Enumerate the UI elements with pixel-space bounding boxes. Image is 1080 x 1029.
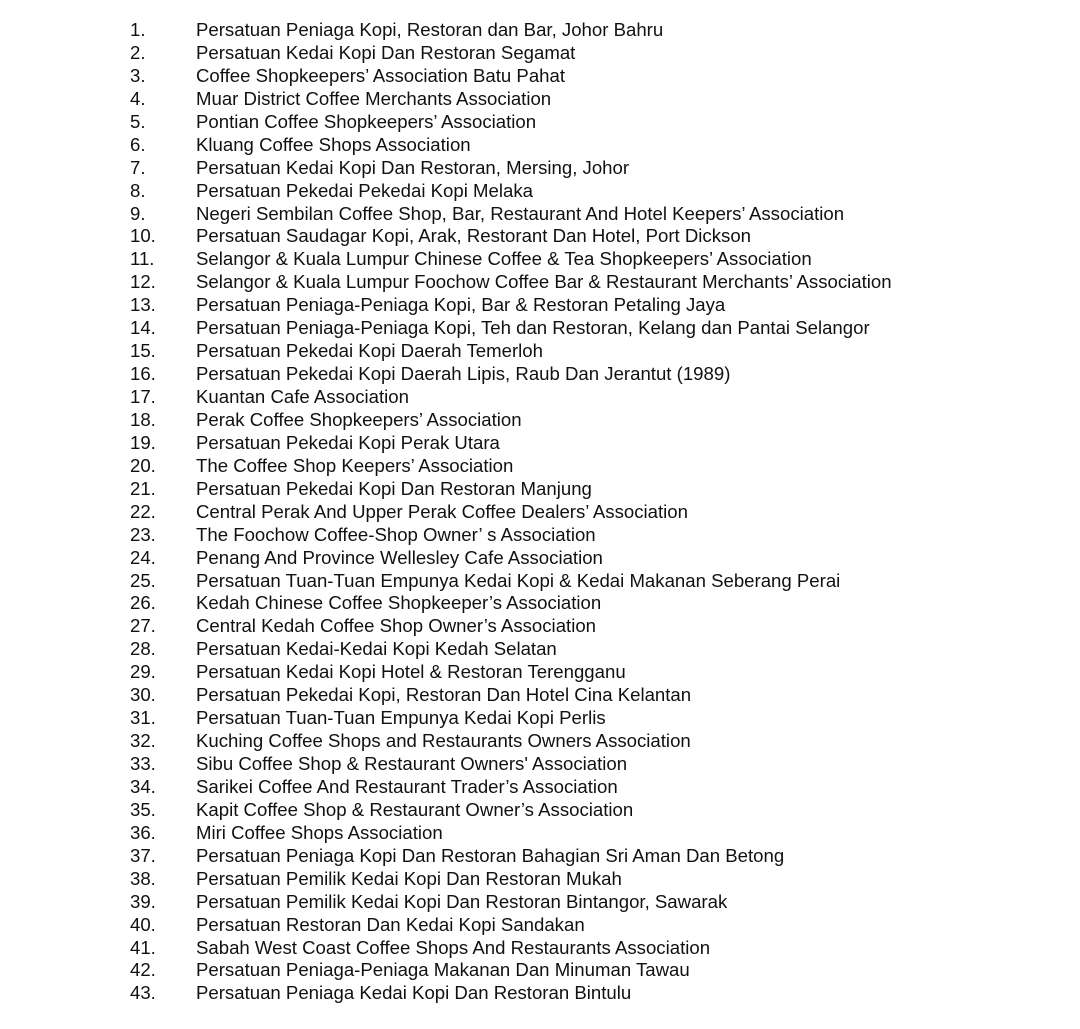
list-item <box>0 42 1080 65</box>
list-item-name: Persatuan Pekedai Kopi Dan Restoran Manjung <box>196 477 592 499</box>
list-item <box>0 730 1080 753</box>
list-item-number: 9. <box>130 202 146 224</box>
list-item <box>0 524 1080 547</box>
list-item-number: 41. <box>130 936 156 958</box>
list-item-name: Miri Coffee Shops Association <box>196 821 443 843</box>
list-item <box>0 180 1080 203</box>
list-item <box>0 88 1080 111</box>
list-item-number: 14. <box>130 317 156 339</box>
list-item <box>0 134 1080 157</box>
list-item-number: 17. <box>130 386 156 407</box>
list-item-number: 15. <box>130 340 156 362</box>
list-item-number: 42. <box>130 959 156 981</box>
list-item <box>0 294 1080 317</box>
list-item <box>0 822 1080 845</box>
list-item-name: Persatuan Kedai Kopi Dan Restoran Segamat <box>196 41 576 63</box>
list-item-number: 3. <box>130 64 146 86</box>
list-item-number: 2. <box>130 41 146 63</box>
list-item-name: Persatuan Tuan-Tuan Empunya Kedai Kopi & Kedai Makanan Seberang Perai <box>196 569 841 591</box>
list-item <box>0 799 1080 822</box>
list-item-name: Persatuan Pekedai Kopi, Restoran Dan Hotel Cina Kelantan <box>196 684 692 706</box>
list-item <box>0 157 1080 180</box>
list-item-name: Penang And Province Wellesley Cafe Association <box>196 546 603 568</box>
list-item <box>0 65 1080 88</box>
list-item-number: 25. <box>130 569 156 591</box>
list-item-name: Persatuan Pekedai Kopi Daerah Lipis, Raub Dan Jerantut (1989) <box>196 363 731 385</box>
list-item-name: Persatuan Peniaga Kopi, Restoran dan Bar, Johor Bahru <box>196 19 664 40</box>
list-item-number: 24. <box>130 546 156 568</box>
list-item-name: The Foochow Coffee-Shop Owner’ s Association <box>196 523 596 545</box>
list-item-number: 13. <box>130 294 156 316</box>
list-item-number: 26. <box>130 592 156 614</box>
list-item-number: 23. <box>130 523 156 545</box>
list-item-name: Central Perak And Upper Perak Coffee Dealers’ Association <box>196 500 688 522</box>
list-item-number: 39. <box>130 890 156 912</box>
list-item-name: Coffee Shopkeepers’ Association Batu Pahat <box>196 64 566 86</box>
list-item-name: Persatuan Kedai-Kedai Kopi Kedah Selatan <box>196 638 557 660</box>
list-item <box>0 478 1080 501</box>
list-item <box>0 776 1080 799</box>
list-item-name: Sarikei Coffee And Restaurant Trader’s Association <box>196 775 618 797</box>
list-item-name: Persatuan Kedai Kopi Hotel & Restoran Terengganu <box>196 661 626 683</box>
list-item-name: Persatuan Pekedai Kopi Daerah Temerloh <box>196 340 543 362</box>
list-item <box>0 317 1080 340</box>
list-item <box>0 225 1080 248</box>
list-item-number: 35. <box>130 798 156 820</box>
list-item-number: 16. <box>130 363 156 385</box>
list-item-number: 5. <box>130 110 146 132</box>
list-item <box>0 455 1080 478</box>
list-item-name: Persatuan Peniaga-Peniaga Kopi, Bar & Restoran Petaling Jaya <box>196 294 726 316</box>
list-item-number: 10. <box>130 225 156 247</box>
list-item <box>0 868 1080 891</box>
list-item-name: Kuantan Cafe Association <box>196 386 409 407</box>
list-item <box>0 592 1080 615</box>
list-item <box>0 615 1080 638</box>
list-item-name: Persatuan Pekedai Pekedai Kopi Melaka <box>196 179 533 201</box>
list-item-name: Persatuan Peniaga-Peniaga Kopi, Teh dan Restoran, Kelang dan Pantai Selangor <box>196 317 870 339</box>
list-item-number: 37. <box>130 844 156 866</box>
list-item-number: 8. <box>130 179 146 201</box>
list-item <box>0 111 1080 134</box>
list-item-number: 40. <box>130 913 156 935</box>
list-item-name: Persatuan Kedai Kopi Dan Restoran, Mersing, Johor <box>196 156 630 178</box>
list-item <box>0 248 1080 271</box>
list-item <box>0 982 1080 1005</box>
list-item-number: 27. <box>130 615 156 637</box>
list-item-name: Pontian Coffee Shopkeepers’ Association <box>196 110 537 132</box>
list-item <box>0 638 1080 661</box>
list-item-name: Selangor & Kuala Lumpur Foochow Coffee Bar & Restaurant Merchants’ Association <box>196 271 892 293</box>
list-item-name: Central Kedah Coffee Shop Owner’s Association <box>196 615 597 637</box>
list-item-name: Sibu Coffee Shop & Restaurant Owners' Association <box>196 753 628 774</box>
list-item-name: Persatuan Pekedai Kopi Perak Utara <box>196 431 500 453</box>
list-item-name: Sabah West Coast Coffee Shops And Restaurants Association <box>196 936 711 958</box>
list-item-name: Persatuan Peniaga-Peniaga Makanan Dan Minuman Tawau <box>196 959 690 981</box>
list-item <box>0 501 1080 524</box>
list-item-number: 38. <box>130 867 156 889</box>
list-item-number: 28. <box>130 638 156 660</box>
list-item-number: 36. <box>130 821 156 843</box>
list-item-name: Kapit Coffee Shop & Restaurant Owner’s Association <box>196 798 634 820</box>
list-item-number: 29. <box>130 661 156 683</box>
list-item <box>0 959 1080 982</box>
list-item <box>0 363 1080 386</box>
list-item-name: Kluang Coffee Shops Association <box>196 133 471 155</box>
list-item <box>0 753 1080 776</box>
list-item <box>0 684 1080 707</box>
list-item-number: 31. <box>130 707 156 729</box>
list-item-number: 22. <box>130 500 156 522</box>
list-item <box>0 271 1080 294</box>
list-item-number: 21. <box>130 477 156 499</box>
list-item-name: Kuching Coffee Shops and Restaurants Owners Association <box>196 730 691 752</box>
list-item-name: Persatuan Peniaga Kedai Kopi Dan Restoran Bintulu <box>196 982 632 1004</box>
list-item-number: 1. <box>130 19 146 40</box>
list-item-number: 18. <box>130 408 156 430</box>
list-item-number: 12. <box>130 271 156 293</box>
list-item-name: Persatuan Tuan-Tuan Empunya Kedai Kopi Perlis <box>196 707 606 729</box>
list-item-name: Selangor & Kuala Lumpur Chinese Coffee & Tea Shopkeepers’ Association <box>196 248 812 270</box>
list-item <box>0 547 1080 570</box>
list-item-number: 30. <box>130 684 156 706</box>
list-item-name: Kedah Chinese Coffee Shopkeeper’s Association <box>196 592 602 614</box>
list-item <box>0 937 1080 960</box>
list-item-number: 20. <box>130 454 156 476</box>
list-item-number: 43. <box>130 982 156 1004</box>
list-item <box>0 340 1080 363</box>
list-item <box>0 845 1080 868</box>
list-item-name: The Coffee Shop Keepers’ Association <box>196 454 514 476</box>
association-list <box>0 19 1080 1005</box>
list-item <box>0 432 1080 455</box>
list-item-number: 34. <box>130 775 156 797</box>
list-item-number: 6. <box>130 133 146 155</box>
list-item-name: Persatuan Pemilik Kedai Kopi Dan Restoran Bintangor, Sawarak <box>196 890 728 912</box>
list-item <box>0 19 1080 42</box>
list-item <box>0 661 1080 684</box>
list-item <box>0 707 1080 730</box>
list-item-number: 32. <box>130 730 156 752</box>
list-item-number: 19. <box>130 431 156 453</box>
list-item-number: 11. <box>130 248 155 270</box>
list-item-number: 7. <box>130 156 146 178</box>
list-item-name: Persatuan Restoran Dan Kedai Kopi Sandakan <box>196 913 585 935</box>
list-item-name: Persatuan Peniaga Kopi Dan Restoran Bahagian Sri Aman Dan Betong <box>196 844 785 866</box>
list-item <box>0 203 1080 226</box>
list-item <box>0 891 1080 914</box>
list-item-name: Muar District Coffee Merchants Association <box>196 87 552 109</box>
list-item-name: Perak Coffee Shopkeepers’ Association <box>196 408 522 430</box>
list-item <box>0 570 1080 593</box>
list-item-number: 4. <box>130 87 146 109</box>
list-item-name: Negeri Sembilan Coffee Shop, Bar, Restaurant And Hotel Keepers’ Association <box>196 202 845 224</box>
list-item <box>0 914 1080 937</box>
list-item-number: 33. <box>130 753 156 774</box>
list-item <box>0 386 1080 409</box>
list-item-name: Persatuan Saudagar Kopi, Arak, Restorant Dan Hotel, Port Dickson <box>196 225 752 247</box>
list-item-name: Persatuan Pemilik Kedai Kopi Dan Restoran Mukah <box>196 867 622 889</box>
list-item <box>0 409 1080 432</box>
